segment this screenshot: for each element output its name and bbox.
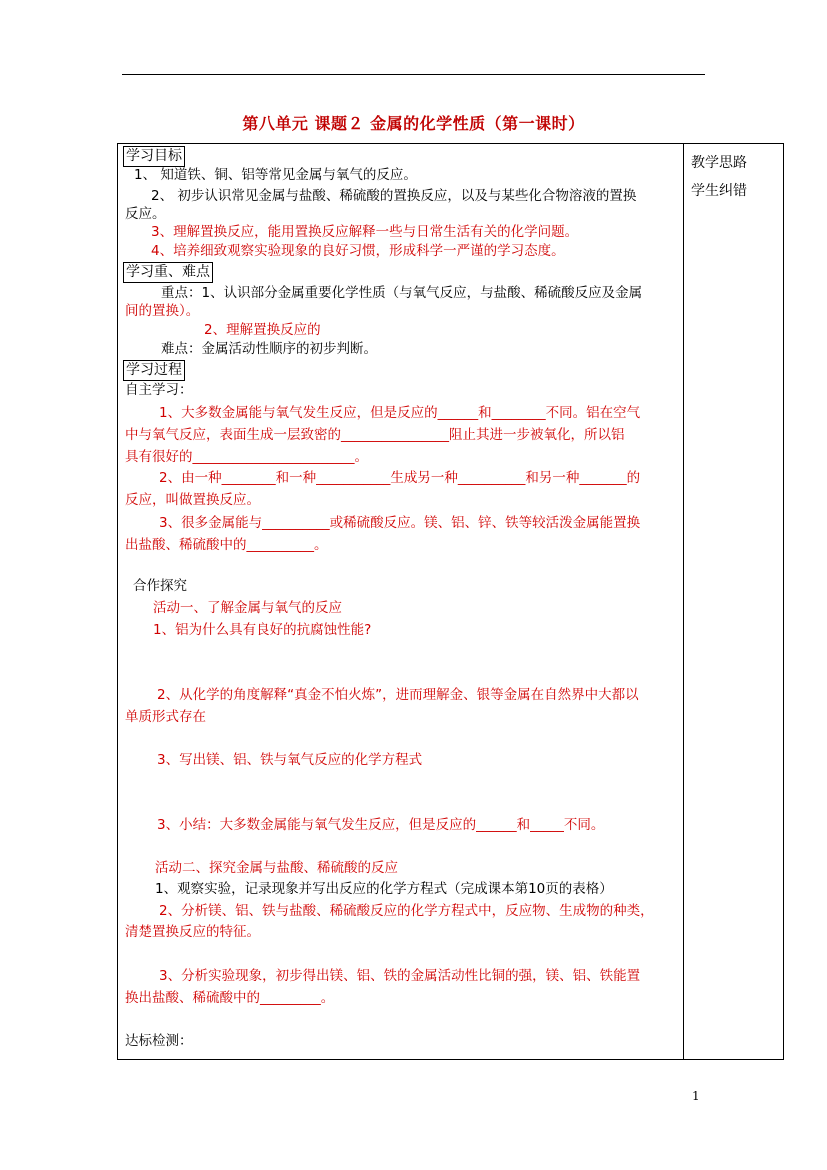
key-point-line: 2、理解置换反应的 [204, 322, 321, 338]
page-title: 第八单元 课题２ 金属的化学性质（第一课时） [242, 114, 585, 133]
section-process: 学习过程 [123, 360, 185, 381]
self-study-item: 1、大多数金属能与氧气发生反应，但是反应的______和________不同。铝在空气 [159, 405, 641, 421]
difficulty-line: 难点：金属活动性顺序的初步判断。 [161, 341, 377, 357]
activity2-item: 换出盐酸、稀硫酸中的_________。 [125, 990, 335, 1006]
cooperative-label: 合作探究 [133, 578, 187, 594]
objective-item: 4、培养细致观察实验现象的良好习惯，形成科学一严谨的学习态度。 [151, 243, 565, 259]
activity1-item: 单质形式存在 [125, 709, 206, 725]
objective-item: 1、 知道铁、铜、铝等常见金属与氧气的反应。 [134, 167, 417, 183]
objective-item: 2、 初步认识常见金属与盐酸、稀硫酸的置换反应，以及与某些化合物溶液的置换 [151, 188, 637, 204]
self-study-item: 出盐酸、稀硫酸中的__________。 [125, 537, 328, 553]
header-rule [122, 74, 705, 75]
key-point-line [161, 284, 642, 302]
section-key-points: 学习重、难点 [123, 262, 213, 283]
objective-item: 3、理解置换反应，能用置换反应解释一些与日常生活有关的化学问题。 [151, 224, 579, 240]
self-study-item: 3、很多金属能与__________或稀硫酸反应。镁、铝、锌、铁等较活泼金属能置换 [159, 515, 641, 531]
activity2-title: 活动二、探究金属与盐酸、稀硫酸的反应 [155, 860, 398, 876]
activity2-item: 1、观察实验，记录现象并写出反应的化学方程式（完成课本第10页的表格） [155, 881, 613, 897]
self-study-item: 反应，叫做置换反应。 [125, 492, 260, 508]
key-point-text: 重点：1、认识部分金属重要化学性质（与氧气反应，与盐酸、稀硫酸反应及金属 [161, 285, 643, 301]
side-label-teaching: 教学思路 [691, 155, 747, 171]
self-study-item: 具有很好的________________________。 [125, 449, 368, 465]
activity1-item: 1、铝为什么具有良好的抗腐蚀性能? [153, 622, 372, 638]
objective-item: 反应。 [125, 206, 166, 222]
activity2-item: 3、分析实验现象，初步得出镁、铝、铁的金属活动性比铜的强，镁、铝、铁能置 [159, 968, 641, 984]
activity1-summary: 3、小结：大多数金属能与氧气发生反应，但是反应的______和_____不同。 [157, 817, 605, 833]
self-study-label: 自主学习： [125, 382, 193, 398]
activity2-item: 清楚置换反应的特征。 [125, 924, 260, 940]
activity1-item: 3、写出镁、铝、铁与氧气反应的化学方程式 [157, 752, 423, 768]
test-label: 达标检测： [125, 1033, 193, 1049]
self-study-item: 2、由一种________和一种___________生成另一种__________和另一种_______的 [159, 470, 641, 486]
self-study-item: 中与氧气反应，表面生成一层致密的________________阻止其进一步被氧化，所以铝 [125, 427, 625, 443]
activity1-item: 2、从化学的角度解释“真金不怕火炼”，进而理解金、银等金属在自然界中大都以 [157, 687, 639, 703]
activity1-title: 活动一、了解金属与氧气的反应 [153, 600, 342, 616]
side-label-corrections: 学生纠错 [691, 183, 747, 199]
section-objectives: 学习目标 [123, 146, 185, 167]
column-divider [683, 143, 684, 1060]
page-number: 1 [692, 1089, 700, 1103]
activity2-item: 2、分析镁、铝、铁与盐酸、稀硫酸反应的化学方程式中，反应物、生成物的种类， [159, 903, 654, 919]
key-point-line: 间的置换）。 [125, 303, 200, 319]
